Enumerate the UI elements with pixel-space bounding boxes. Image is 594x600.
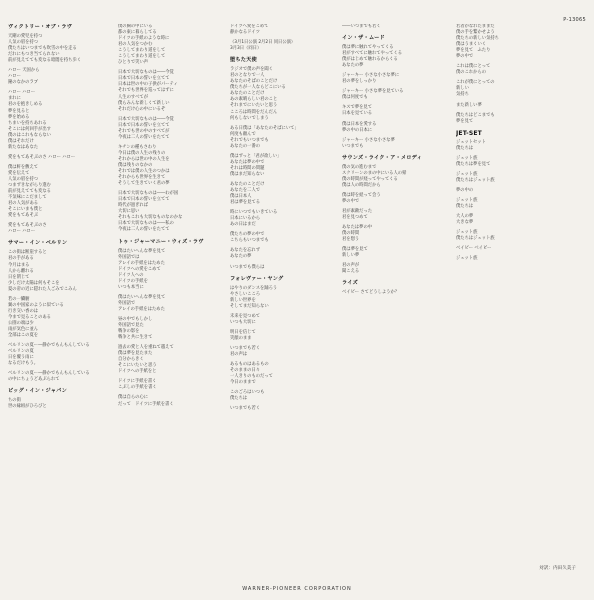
lyric-line: 新たなはあなた xyxy=(8,144,39,150)
lyric-line: 外国語で見た xyxy=(118,323,144,329)
lyric-line: 君を想う xyxy=(342,237,360,243)
lyric-line: 僕の気の進むまで xyxy=(342,164,377,170)
lyric-line: 日本で日本の誓いを立てて xyxy=(118,197,170,203)
lyric-line: これは僕にとって xyxy=(456,64,491,70)
lyric-line: 気持ち xyxy=(456,92,469,98)
lyric-line: 君のとなりで一人 xyxy=(230,73,265,79)
lyric-line: 明日を信じて xyxy=(230,329,256,335)
lyric-line: ドイツの手紙のような時に xyxy=(118,36,170,42)
lyric-line: 3月3日（同日） xyxy=(230,46,262,52)
lyric-line: キスで夢を見て xyxy=(342,105,372,111)
lyric-line: 僕らみんな新しくて新しい xyxy=(118,100,170,106)
lyric-line: 若の一臓腑 xyxy=(8,296,30,302)
lyric-line: 時にいつでもいきている xyxy=(230,210,278,216)
lyric-line: 僕は何度でも xyxy=(342,95,368,101)
lyric-line: スクリーンのまの中にいる人の帰 xyxy=(342,170,407,176)
lyric-line: 戦争と共に生きて xyxy=(118,335,153,341)
lyric-line: 僕はたいへんな夢を見て xyxy=(118,248,166,254)
lyric-line: 僕たちはどこまでも xyxy=(456,112,495,118)
lyric-line: 都の東に暮らしてる xyxy=(118,30,157,36)
lyric-line: 静かなるドイツ xyxy=(230,30,260,36)
lyric-line: はやりのダンスを踊ろう xyxy=(230,285,278,291)
lyric-line: 夢の中で xyxy=(342,198,360,204)
lyric-line: 僕はうまくいく xyxy=(456,42,487,48)
lyric-line: ドイツの手紙を xyxy=(118,278,148,284)
lyric-line: 夢の中で xyxy=(456,54,474,60)
lyric-line: 全部はこの夏を xyxy=(8,333,39,339)
lyric-line: ジャーキー 小さな小さな夢に xyxy=(342,73,400,79)
lyric-line: 外国語では xyxy=(118,254,140,260)
lyric-line: あなたは夢の中 xyxy=(342,225,373,231)
lyric-line: それもこれも大切なものなのかな xyxy=(118,215,183,221)
lyric-line: 僕たちは xyxy=(456,145,474,151)
lyric-line: 今まで見ることのある xyxy=(8,314,51,320)
lyric-line: 笑顔のまま xyxy=(230,335,252,341)
lyric-line: いつまでも僕らは xyxy=(230,264,265,270)
lyric-line: ちの街 xyxy=(8,398,21,404)
lyric-line: それからは世の中の人生を xyxy=(118,156,170,162)
lyric-line: 戦争の影を xyxy=(118,329,140,335)
lyric-line: あの素晴らしい君のこと xyxy=(230,97,278,103)
lyric-line: 君の夢をしっかり xyxy=(342,79,377,85)
lyric-line: なるだけもう。 xyxy=(8,361,39,367)
lyric-line: 夢を始める xyxy=(8,114,30,120)
lyric-line: 僕の手を繋かせよう xyxy=(456,30,495,36)
lyric-line: キチンの種もさわり xyxy=(118,144,157,150)
song-title: 堕ちた天使 xyxy=(230,57,257,64)
lyric-line: 今夜は二人の誓いをたてて xyxy=(118,227,170,233)
lyric-line: このごろはいつも xyxy=(230,390,265,396)
lyric-line: 僕は時を経って会う xyxy=(342,192,381,198)
lyrics-column-1 xyxy=(8,24,112,410)
lyrics-column-5 xyxy=(456,24,588,262)
song-title: トゥ・ジャーマニー・ウィズ・ラヴ xyxy=(118,238,204,245)
lyric-line: あなたのそばのことだけ xyxy=(230,79,278,85)
lyric-line: 僕は夢を見たまた xyxy=(118,351,153,357)
lyric-line: 僕は軒を敷えて xyxy=(8,164,39,170)
lyric-line: 僕はまだ知らない xyxy=(230,171,265,177)
lyric-line: ジャーキー 小さな小さな夢 xyxy=(342,137,395,143)
song-title: サマー・イン・ベルリン xyxy=(8,240,68,247)
lyric-line: 僕は夢を見て xyxy=(342,247,368,253)
lyric-line: 夢を見ると xyxy=(8,108,30,114)
lyric-line: 日本で日本の誓いを立てて xyxy=(118,122,170,128)
lyric-line: やさしいこころ xyxy=(230,291,261,297)
lyric-line: 日本で大切なものは――今覚 xyxy=(118,116,174,122)
lyric-line: あなたは夢の中で xyxy=(230,159,265,165)
lyric-line: ドイツへの愛をこめて xyxy=(118,266,161,272)
lyric-line: 日本で大切なものは――私の xyxy=(118,221,174,227)
song-title: ビッグ・イン・ジャパン xyxy=(8,388,67,395)
lyric-line: こうしてまわり道をして xyxy=(118,48,166,54)
song-title: ライズ xyxy=(342,280,358,287)
lyric-line: 日本で大切なものは――今覚 xyxy=(118,70,174,76)
lyric-line: 新しい夢 xyxy=(342,253,360,259)
lyric-line: 夢の中の xyxy=(456,187,474,193)
lyric-line: 僕は日本を愛する xyxy=(342,121,377,127)
lyric-line: 君の手がある xyxy=(8,256,34,262)
lyric-line: 天剛の愛児を持つ xyxy=(8,34,43,39)
lyric-line: 少しだけ太陽は何もそこを xyxy=(8,280,60,286)
lyric-line: 夢を見て xyxy=(456,118,474,124)
lyric-line: 僕の胸の中にいる xyxy=(118,24,153,29)
lyric-line: まれに xyxy=(8,96,21,102)
lyric-line: それでもいつまでも xyxy=(230,137,269,143)
lyric-line: 鐘のなかのラブ xyxy=(8,80,39,86)
lyric-line: そのままの日々 xyxy=(230,368,261,374)
lyric-line: それでも世の中のすべてが xyxy=(118,128,170,134)
lyric-line: 時代が過ぎれば xyxy=(118,203,149,209)
lyric-line: （3月1日公演 2月2日 同日公演） xyxy=(230,40,296,46)
lyric-line: 雨が気色に並ん xyxy=(8,326,39,332)
lyric-line: 昼の中でもしかし xyxy=(118,316,153,322)
lyric-line: それだけ心の中にいるぞ xyxy=(118,106,166,112)
song-title: フォレヴァー・ヤング xyxy=(230,275,284,282)
lyric-line: いつまでも若く xyxy=(230,406,261,412)
lyric-line: ジェット族 xyxy=(456,171,478,177)
lyric-line: 僕たちはジェット族 xyxy=(456,236,495,242)
lyrics-column-3 xyxy=(230,24,334,412)
lyric-line: あなたの一番の xyxy=(230,143,261,149)
lyric-line: 僕がはじめて触れるからくる xyxy=(342,57,398,63)
lyric-line: 君がすべてに触れてやってくる xyxy=(342,51,403,57)
lyric-line: また新しい夢 xyxy=(456,102,482,108)
lyric-line: ドイツ人への xyxy=(118,272,144,278)
lyric-line: ドイツに手紙を書く xyxy=(118,379,157,385)
lyric-line: そこにいまも僕と xyxy=(8,207,43,213)
lyric-line: 僕は人の時間だから xyxy=(342,182,381,188)
lyric-line: ジェット族 xyxy=(456,230,478,236)
lyric-line: あなたの夢 xyxy=(342,63,364,69)
lyric-line: 翼の中国家のように似ている xyxy=(8,302,64,308)
lyric-line: 若者がなれたままだ xyxy=(456,24,495,29)
song-title: イン・ザ・ムード xyxy=(342,35,385,42)
lyric-line: ちまいを持ちあれる xyxy=(8,120,47,126)
lyric-line: 僕は自らの心に xyxy=(118,395,149,401)
lyric-line: 夢を見て ふたり xyxy=(456,48,491,54)
lyric-line: の中にちょうどあぶられて xyxy=(8,377,60,383)
lyric-line: 今日のままで xyxy=(230,380,256,386)
publisher-name: WARNER-PIONEER CORPORATION xyxy=(242,586,352,592)
lyric-line: 僕の時間 xyxy=(342,231,360,237)
lyric-line: そうして生きていく君の夢 xyxy=(118,181,170,187)
lyric-line: あなたの夢 xyxy=(230,254,252,260)
lyric-line: それまでにいたいと思う xyxy=(230,103,278,109)
lyric-line: 新しい xyxy=(456,86,469,92)
lyric-line: いつも本当に xyxy=(118,284,144,290)
lyric-line: ジャーキー 小さな夢を見ている xyxy=(342,89,404,95)
lyric-line: 日本で日本の誓いを立てて xyxy=(118,76,170,82)
lyric-line: 僕は残りのなかの xyxy=(118,162,153,168)
lyric-line: 僕はたいへんな夢を見て xyxy=(118,294,166,300)
lyrics-column-2 xyxy=(118,24,222,408)
lyric-line: ラジオで僕の声を聞く xyxy=(230,67,273,73)
lyric-line: 愛をもてあそぶのさ ハロー ハロー xyxy=(8,154,76,160)
lyric-line: 愛をもてあそぶのさ xyxy=(8,223,47,229)
lyric-line: いつまでも xyxy=(342,143,364,149)
lyric-line: いつまでも若く xyxy=(230,345,261,351)
lyric-line: 未来を見つめて xyxy=(230,313,261,319)
lyric-line: 人気の唇を持つ xyxy=(8,176,39,182)
lyric-line: 大人の夢 xyxy=(456,214,474,220)
lyric-line: 日本で大切なものは――わが国 xyxy=(118,191,179,197)
lyric-line: ジェットセット xyxy=(456,139,486,145)
lyric-line: 僕たちはいつまでも吹雪の中を走る xyxy=(8,46,77,52)
lyric-line: つまずきながらり進む xyxy=(8,183,51,189)
lyric-line: 僕の時間が経ってやってくる xyxy=(342,176,398,182)
translator-credit: 対訳：内田久美子 xyxy=(539,566,576,571)
lyric-line: それでも世界を巡ってはずに xyxy=(118,88,174,94)
lyric-line: ベイビー ベイビー xyxy=(456,246,492,252)
lyric-line: ドイツへ愛をこめて xyxy=(230,24,269,29)
lyric-line: 僕のはこれもならない xyxy=(8,132,51,138)
lyric-line: あなたのことだけ xyxy=(230,91,265,97)
lyric-line: 行き交い香のは xyxy=(8,308,39,314)
lyric-line: 何もしないでしまう xyxy=(230,115,269,121)
lyric-line: 新しい世界を xyxy=(230,297,256,303)
lyric-line: ハロー ハロー xyxy=(8,90,36,96)
lyric-line: 夢の中の日本に xyxy=(342,127,373,133)
lyric-line: ハロー xyxy=(8,74,21,80)
lyric-line: 君の人気をつかむ xyxy=(118,42,153,48)
lyric-line: こぶしの手紙を書く xyxy=(118,385,157,391)
lyric-line: 愛を伝えて xyxy=(8,170,30,176)
lyric-line: ハロー ハロー xyxy=(8,229,36,235)
lyric-line: 君の声が xyxy=(342,263,360,269)
lyric-line: 聞こえる xyxy=(342,269,360,275)
lyric-line: 君の人気がある xyxy=(8,201,39,207)
lyric-line: 君が素敵だった xyxy=(342,208,373,214)
lyric-line: 大きな夢 xyxy=(456,220,474,226)
catalog-number: P-13065 xyxy=(563,17,586,23)
lyric-line: だって ドイツに手紙を書く xyxy=(118,401,174,407)
lyric-line: ジェット族 xyxy=(456,197,478,203)
lyric-line: 人気の唇を持つ xyxy=(8,40,39,46)
lyric-line: アレイの手紙をはためた xyxy=(118,306,165,312)
lyric-line: あなたを忘れず xyxy=(230,248,261,254)
lyric-line: ジェット族 xyxy=(456,256,478,262)
lyric-line: 僕は夢に触れてやってくる xyxy=(342,45,394,51)
lyric-line: 大切に思い xyxy=(118,209,140,215)
lyric-line: 僕たちは xyxy=(230,396,248,402)
lyric-line: アレイの手紙をはためた xyxy=(118,260,165,266)
song-title: JET-SET xyxy=(456,129,482,137)
lyric-line: ベイビー さてどうしようか？ xyxy=(342,290,400,296)
lyric-line: あなたを二人で xyxy=(230,188,261,194)
lyric-line: 日を覆う雨に xyxy=(8,355,34,361)
lyric-line: 世の縁組がひろびと xyxy=(8,404,47,410)
lyric-line: 僕たちの新しい気持ち xyxy=(456,36,499,42)
lyric-line: それでは僕の人生のつかは xyxy=(118,169,170,175)
lyric-line: 僕のこれからの xyxy=(456,70,487,76)
lyric-line: 僕は日本人 xyxy=(230,194,252,200)
lyric-line: 前が見えてても変なる暗闇を持ち歩く xyxy=(8,58,82,64)
lyric-line: ジェット族 xyxy=(456,155,478,161)
lyric-line: ドイツへの手紙をと xyxy=(118,369,157,375)
lyric-line: 日本を見ている xyxy=(342,111,373,117)
lyric-line: 前が見えてても変なる xyxy=(8,189,51,195)
lyric-line: あなたのことだけ xyxy=(230,181,265,187)
lyric-line: 不気味にこだまして xyxy=(8,195,47,201)
lyric-line: ある日僕は「あなたのそばにいて」 xyxy=(230,125,299,131)
lyric-line: 日本にいるから xyxy=(230,216,261,222)
lyric-line: あるものはあるもの xyxy=(230,362,269,368)
lyric-line: 人生のすべてが xyxy=(118,94,148,100)
lyric-line: 君のを抱きしめる xyxy=(8,102,43,108)
lyric-line: それは時間の問題 xyxy=(230,165,265,171)
lyric-line: 外国語で xyxy=(118,300,136,306)
song-title: ヴィクトリー・オブ・ラヴ xyxy=(8,24,73,30)
lyric-line: こころは時間をだんだん xyxy=(230,109,278,115)
lyric-line: だれにもつき当てられない xyxy=(8,52,60,58)
lyric-line: こうしてまわり道をして xyxy=(118,54,166,60)
lyric-line: 今夜は二人の誓いをたてて xyxy=(118,134,170,140)
lyric-line: 君は夢を見てる xyxy=(230,200,261,206)
lyric-line: 今日は僕の人生の残りの xyxy=(118,150,166,156)
lyric-line: 日を閉じて xyxy=(8,274,30,280)
lyric-line: そしてまだ知らない xyxy=(230,303,269,309)
lyric-line: 夏の帝の近に隠れた人ごみでこみん xyxy=(8,286,77,292)
lyric-line: そこには何回手が出す xyxy=(8,126,51,132)
lyric-line: 日本は世の中の子供がパーティ xyxy=(118,82,178,88)
lyric-line: ひとりで笑い声 xyxy=(118,60,149,66)
lyric-line: 愛をもてあそぶ xyxy=(8,213,39,219)
lyric-line: 自分からきく xyxy=(118,357,144,363)
lyric-line: 僕はそれだけ xyxy=(8,138,34,144)
lyric-line: ――いつまでも若く xyxy=(342,24,381,29)
lyric-line: そこにいたいと思う xyxy=(118,363,157,369)
lyric-line: 何度も頼んで xyxy=(230,131,256,137)
lyric-line: それからも世界を生きて xyxy=(118,175,166,181)
lyric-line: 僕たちはジェット族 xyxy=(456,177,495,183)
lyrics-column-4 xyxy=(342,24,446,296)
lyric-line: ベルリンの夏ー―静かでもんもんしている xyxy=(8,371,90,377)
lyric-line: 今月はまる xyxy=(8,262,30,268)
lyric-line: ハロー 天国から xyxy=(8,68,40,74)
lyric-line: こちらもいつまでも xyxy=(230,238,269,244)
lyric-line: これが僕にとっての xyxy=(456,80,495,86)
lyric-line: 一人きりのものだって xyxy=(230,374,273,380)
lyric-line: 君の声は xyxy=(230,351,248,357)
lyric-line: ベルリンの夏 xyxy=(8,349,34,355)
lyric-line: 公園の端は少 xyxy=(8,320,34,326)
lyric-line: あの日はまだ xyxy=(230,222,256,228)
song-title: サウンズ・ライク・ア・メロディ xyxy=(342,154,422,161)
lyric-line: 僕はずっと「君が欲しい」 xyxy=(230,153,282,159)
lyric-line: 僕たちは夢を見て xyxy=(456,161,491,167)
lyric-line: 君を見つめて xyxy=(342,215,368,221)
lyric-line: 僕たちが一人ならどこにいる xyxy=(230,85,286,91)
lyric-line: 僕たちの夢の中で xyxy=(230,232,265,238)
lyric-line: いつも大切に xyxy=(230,319,256,325)
lyric-line: 僕たちは xyxy=(456,204,474,210)
lyric-line: 人から離れる xyxy=(8,268,34,274)
lyric-line: 過去の愛と人を重ねて越えて xyxy=(118,345,174,351)
lyric-line: ベルリンの夏ー―静かでもんもんしている xyxy=(8,343,90,349)
lyric-line: この街は断崖すると xyxy=(8,250,47,256)
